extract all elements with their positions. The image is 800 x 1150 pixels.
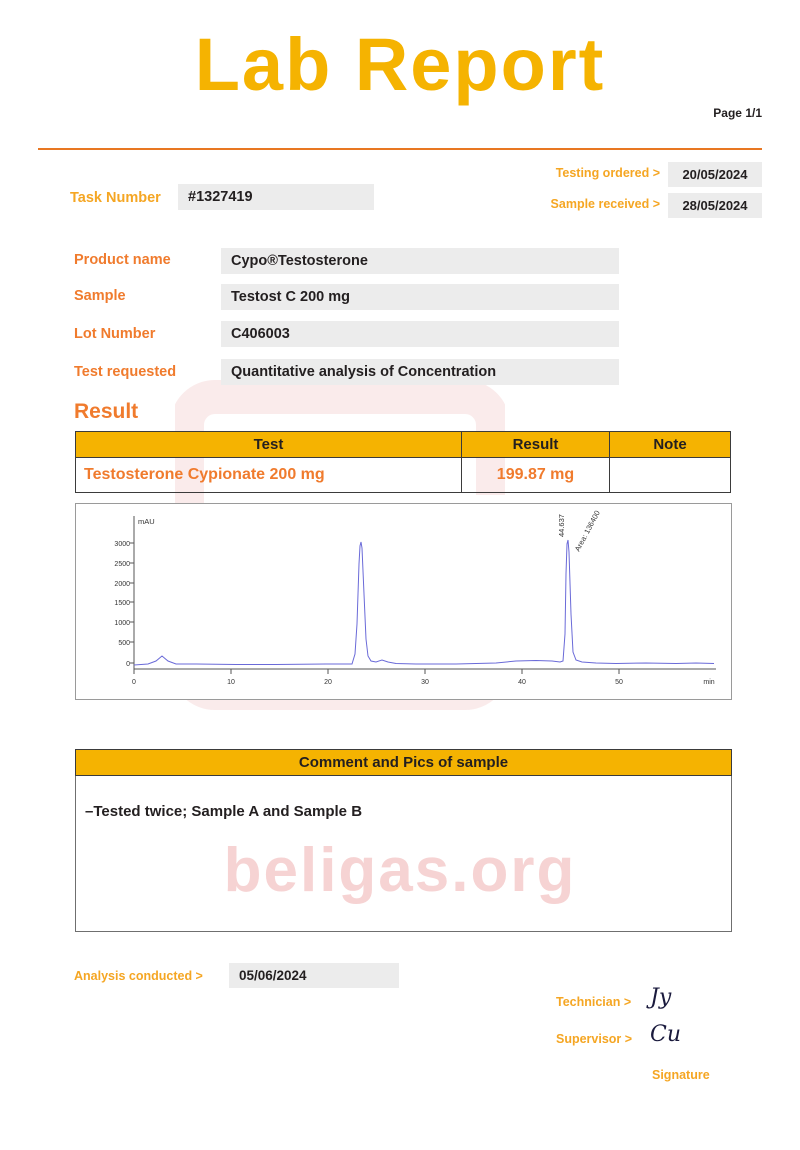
sample-label: Sample [74, 288, 126, 304]
sample-received-value: 28/05/2024 [668, 193, 762, 218]
sample-value: Testost C 200 mg [221, 284, 619, 310]
svg-text:20: 20 [324, 679, 332, 686]
svg-text:0: 0 [132, 679, 136, 686]
cell-note [610, 458, 731, 493]
supervisor-signature: Cu [650, 1022, 682, 1047]
technician-label: Technician > [556, 995, 632, 1009]
comment-body [75, 776, 732, 932]
column-result: Result [462, 432, 610, 458]
analysis-conducted-label: Analysis conducted > [74, 969, 203, 983]
header-divider [38, 148, 762, 150]
result-table [75, 431, 731, 493]
cell-test: Testosterone Cypionate 200 mg [76, 458, 462, 493]
peak-label-area: Area: 136400 [572, 508, 602, 553]
testing-ordered-label: Testing ordered > [555, 166, 660, 180]
svg-text:50: 50 [615, 679, 623, 686]
svg-text:10: 10 [227, 679, 235, 686]
test-requested-value: Quantitative analysis of Concentration [221, 359, 619, 385]
lot-number-label: Lot Number [74, 326, 156, 342]
page-number: Page 1/1 [713, 106, 762, 120]
analysis-conducted-value: 05/06/2024 [229, 963, 399, 988]
comment-header: Comment and Pics of sample [75, 749, 732, 776]
svg-text:2500: 2500 [114, 561, 130, 568]
cell-result: 199.87 mg [462, 458, 610, 493]
svg-text:1500: 1500 [114, 600, 130, 607]
column-test: Test [76, 432, 462, 458]
comment-text: –Tested twice; Sample A and Sample B [85, 803, 363, 820]
testing-ordered-value: 20/05/2024 [668, 162, 762, 187]
svg-text:2000: 2000 [114, 581, 130, 588]
task-number-label: Task Number [70, 190, 161, 206]
peak-label-retention: 44.637 [557, 514, 566, 537]
task-number-value: #1327419 [178, 184, 374, 210]
table-header-row [76, 432, 731, 458]
product-name-label: Product name [74, 252, 171, 268]
watermark-text: beligas.org [223, 836, 577, 905]
svg-text:1000: 1000 [114, 620, 130, 627]
svg-text:40: 40 [518, 679, 526, 686]
test-requested-label: Test requested [74, 364, 177, 380]
svg-text:mAU: mAU [138, 517, 155, 526]
chromatogram-chart [75, 503, 732, 700]
supervisor-label: Supervisor > [556, 1032, 633, 1046]
svg-text:min: min [703, 679, 715, 686]
page-title: Lab Report [194, 23, 606, 106]
lot-number-value: C406003 [221, 321, 619, 347]
table-row [76, 458, 731, 493]
svg-text:3000: 3000 [114, 541, 130, 548]
column-note: Note [610, 432, 731, 458]
product-name-value: Cypo®Testosterone [221, 248, 619, 274]
result-heading: Result [74, 400, 139, 423]
signature-label: Signature [652, 1068, 710, 1082]
svg-text:0: 0 [126, 661, 130, 668]
svg-text:30: 30 [421, 679, 429, 686]
svg-text:500: 500 [118, 640, 130, 647]
technician-signature: Jy [650, 985, 672, 1010]
sample-received-label: Sample received > [550, 197, 660, 211]
